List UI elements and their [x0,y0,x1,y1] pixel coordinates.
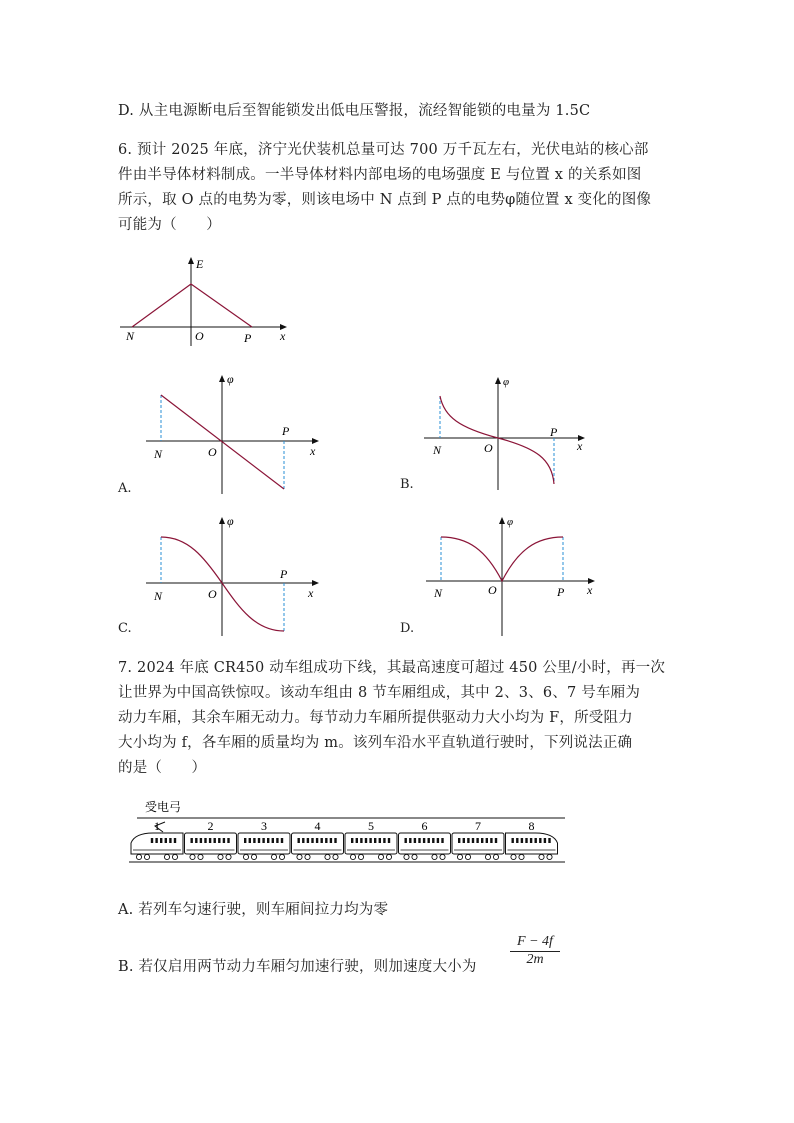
q6-option-d-label[interactable]: D. [400,621,415,636]
q7-text-line-3: 动力车厢，其余车厢无动力。每节动力车厢所提供驱动力大小均为 F，所受阻力 [118,710,633,726]
q6-option-b-label[interactable]: B. [400,477,414,492]
train-car-3 [238,819,290,860]
svg-text:φ: φ [227,514,234,528]
svg-text:N: N [434,586,443,600]
fraction-numerator: F − 4f [510,934,560,952]
q6-option-c-label[interactable]: C. [118,621,132,636]
label-p: P [244,331,252,345]
train-car-4 [292,819,344,860]
car-number-6: 6 [421,819,428,833]
car-number-1: 1 [154,819,160,833]
q6-option-a-graph[interactable] [140,370,330,495]
svg-text:x: x [308,586,314,600]
svg-text:O: O [208,587,217,601]
label-n: N [126,329,135,343]
q6-given-e-x-graph [118,250,298,350]
car-number-5: 5 [368,819,374,833]
svg-text:x: x [310,444,316,458]
train-cars [131,819,558,860]
train-car-1 [131,819,183,860]
train-car-2 [185,819,237,860]
q5-option-d: D. 从主电源断电后至智能锁发出低电压警报，流经智能锁的电量为 1.5C [118,103,591,119]
e-curve [132,284,252,327]
train-car-7 [452,819,504,860]
train-car-5 [345,819,397,860]
car-number-3: 3 [261,819,267,833]
svg-text:N: N [154,589,163,603]
svg-text:P: P [282,424,290,438]
svg-text:P: P [280,567,288,581]
car-number-8: 8 [528,819,535,833]
label-e: E [196,257,204,271]
phi-curve-b [440,396,554,484]
car-number-2: 2 [207,819,214,833]
svg-text:φ: φ [507,516,514,528]
svg-text:φ: φ [227,372,234,386]
svg-text:P: P [550,425,558,439]
q6-text-line-4: 可能为（ ） [118,217,221,233]
train-car-6 [399,819,451,860]
q7-option-a: A. 若列车匀速行驶，则车厢间拉力均为零 [118,902,389,918]
svg-text:O: O [488,583,497,597]
svg-text:φ: φ [503,376,510,388]
q6-option-a-label[interactable]: A. [118,481,132,496]
svg-text:P: P [557,585,565,599]
train-car-8 [506,819,558,860]
car-number-4: 4 [314,819,321,833]
label-o: O [195,329,204,343]
pantograph-label: 受电弓 [145,800,182,814]
svg-text:x: x [577,439,583,453]
label-x: x [280,329,286,343]
q6-option-d-graph[interactable] [420,512,605,637]
fraction-denominator: 2m [526,952,544,967]
svg-text:x: x [587,583,593,597]
svg-text:N: N [154,447,163,461]
q7-text-line-2: 让世界为中国高铁惊叹。该动车组由 8 节车厢组成，其中 2、3、6、7 号车厢为 [118,685,641,701]
car-number-7: 7 [475,819,481,833]
q7-text-line-1: 7. 2024 年底 CR450 动车组成功下线，其最高速度可超过 450 公里/小时，再一次 [118,660,666,676]
q7-text-line-4: 大小均为 f，各车厢的质量均为 m。该列车沿水平直轨道行驶时，下列说法正确 [118,735,633,751]
q7-option-b: B. 若仅启用两节动力车厢匀加速行驶，则加速度大小为 [118,959,477,975]
svg-text:N: N [433,443,442,457]
q7-text-line-5: 的是（ ） [118,760,207,776]
q6-text-line-2: 件由半导体材料制成。一半导体材料内部电场的电场强度 E 与位置 x 的关系如图 [118,167,642,183]
q6-option-b-graph[interactable] [420,372,600,492]
svg-text:O: O [208,445,217,459]
q7-option-b-fraction [510,934,560,968]
q6-option-c-graph[interactable] [140,512,330,637]
q6-text-line-1: 6. 预计 2025 年底，济宁光伏装机总量可达 700 万千瓦左右，光伏电站的核心部 [118,142,649,158]
svg-text:O: O [484,441,493,455]
q7-train-diagram [125,795,575,870]
q6-text-line-3: 所示，取 O 点的电势为零，则该电场中 N 点到 P 点的电势φ随位置 x 变化的图像 [118,192,652,208]
